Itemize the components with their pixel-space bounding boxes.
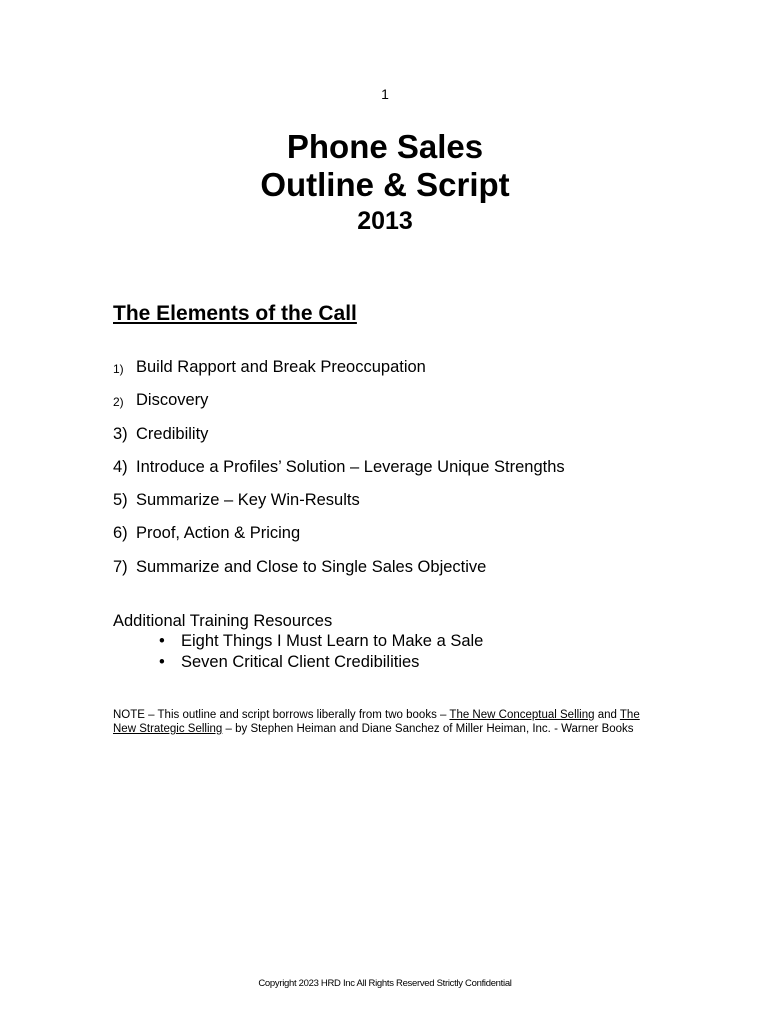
list-item-number: 7) <box>113 557 128 576</box>
copyright-footer: Copyright 2023 HRD Inc All Rights Reserved Strictly Confidential <box>258 978 512 989</box>
title-line-2: Outline & Script <box>260 166 510 203</box>
list-item <box>113 358 673 391</box>
list-item-number: 4) <box>113 457 128 476</box>
title-line-1: Phone Sales <box>286 128 484 165</box>
training-resources <box>113 611 673 672</box>
page-number: 1 <box>381 86 389 102</box>
note-prefix: NOTE – This outline and script borrows liberally from two books – <box>113 709 450 721</box>
elements-list <box>113 358 673 591</box>
list-item-text: Proof, Action & Pricing <box>136 524 301 543</box>
document-year: 2013 <box>357 207 413 235</box>
list-item-number: 5) <box>113 491 128 510</box>
note-paragraph <box>113 708 658 736</box>
list-item-text: Build Rapport and Break Preoccupation <box>136 358 426 376</box>
section-heading: The Elements of the Call <box>113 302 357 325</box>
list-item <box>113 491 673 524</box>
book-title-conceptual-selling: The New Conceptual Selling <box>449 709 595 721</box>
list-item-number: 1) <box>113 362 124 376</box>
document-title <box>0 128 770 204</box>
list-item <box>113 425 673 458</box>
list-item-text: Discovery <box>136 391 209 410</box>
resource-item-text: Eight Things I Must Learn to Make a Sale <box>181 632 484 650</box>
list-item-text: Summarize – Key Win-Results <box>136 491 360 510</box>
list-item-text: Summarize and Close to Single Sales Objective <box>136 557 487 576</box>
list-item <box>113 524 673 557</box>
note-suffix: – by Stephen Heiman and Diane Sanchez of Miller Heiman, Inc. - Warner Books <box>222 723 634 735</box>
resource-item-text: Seven Critical Client Credibilities <box>181 652 420 671</box>
list-item <box>113 458 673 491</box>
bullet-icon: • <box>159 652 165 671</box>
note-middle: and <box>594 709 620 721</box>
list-item-number: 2) <box>113 395 124 410</box>
resource-item <box>159 652 673 673</box>
list-item-number: 3) <box>113 424 128 443</box>
list-item-number: 6) <box>113 524 128 543</box>
bullet-icon: • <box>159 632 165 650</box>
list-item <box>113 391 673 424</box>
list-item-text: Credibility <box>136 424 209 443</box>
list-item-text: Introduce a Profiles’ Solution – Leverage Unique Strengths <box>136 457 565 476</box>
resources-list <box>113 631 673 672</box>
resources-heading: Additional Training Resources <box>113 612 333 630</box>
list-item <box>113 558 673 591</box>
book-title-strategic-selling: The New Strategic Selling <box>113 709 640 735</box>
resource-item <box>159 631 673 652</box>
